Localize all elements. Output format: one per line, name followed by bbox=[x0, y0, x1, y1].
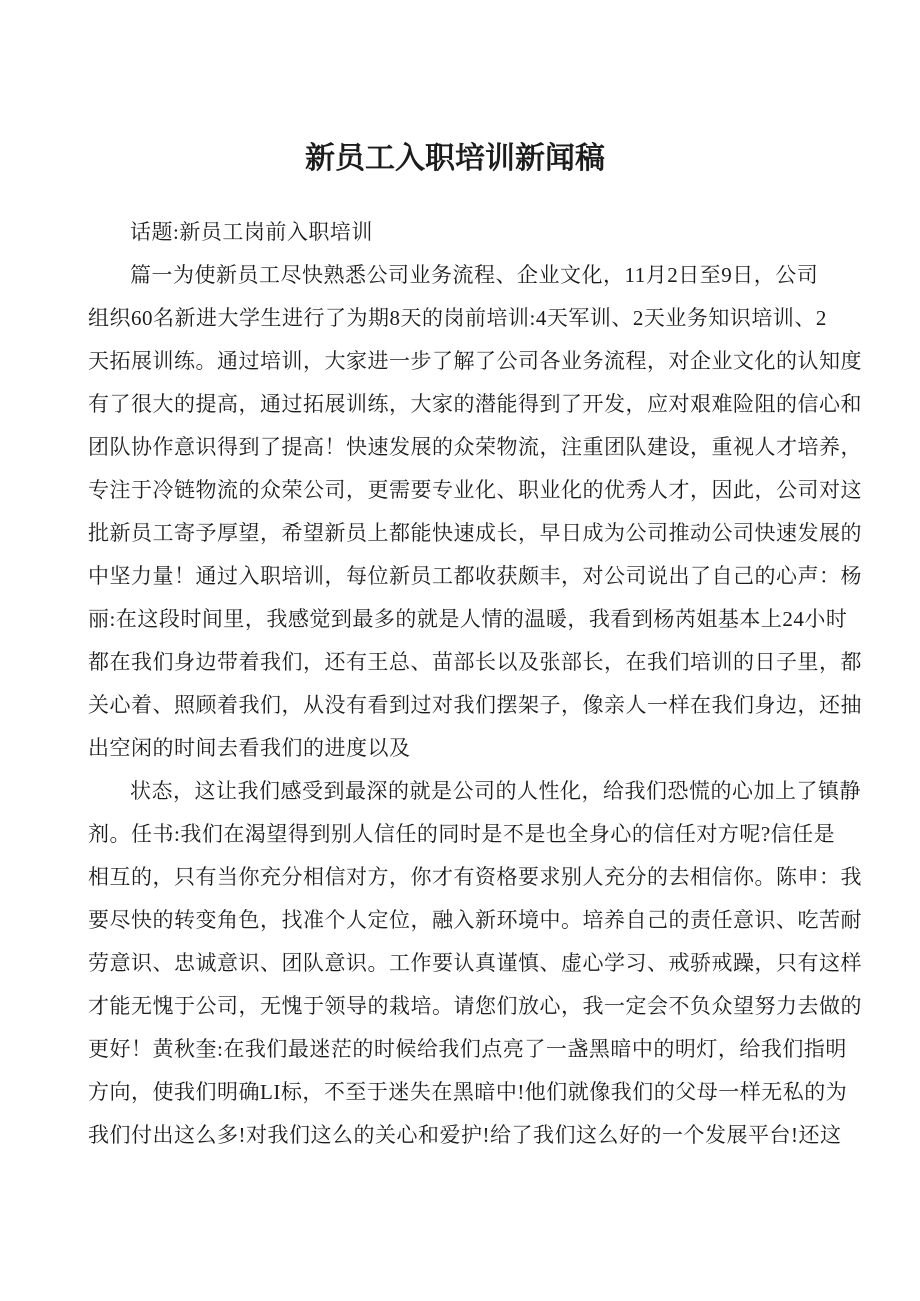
text-line: 我们付出这么多!对我们这么的关心和爱护!给了我们这么好的一个发展平台!还这 bbox=[88, 1123, 842, 1147]
text-line: 丽:在这段时间里，我感觉到最多的就是人情的温暖，我看到杨芮姐基本上24小时 bbox=[88, 607, 848, 631]
text-line: 剂。任书:我们在渴望得到别人信任的同时是不是也全身心的信任对方呢?信任是 bbox=[88, 822, 836, 846]
text-line: 话题:新员工岗前入职培训 bbox=[130, 220, 373, 244]
page-title: 新员工入职培训新闻稿 bbox=[305, 142, 605, 175]
text-line: 都在我们身边带着我们，还有王总、苗部长以及张部长，在我们培训的日子里，都 bbox=[88, 650, 862, 674]
document-body bbox=[88, 211, 862, 1157]
text-line: 相互的，只有当你充分相信对方，你才有资格要求别人充分的去相信你。陈申：我 bbox=[88, 865, 862, 889]
text-line: 团队协作意识得到了提高！快速发展的众荣物流，注重团队建设，重视人才培养， bbox=[88, 435, 862, 459]
text-line: 关心着、照顾着我们，从没有看到过对我们摆架子，像亲人一样在我们身边，还抽 bbox=[88, 693, 862, 717]
text-line: 篇一为使新员工尽快熟悉公司业务流程、企业文化，11月2日至9日，公司 bbox=[130, 263, 819, 287]
text-line: 要尽快的转变角色，找准个人定位，融入新环境中。培养自己的责任意识、吃苦耐 bbox=[88, 908, 862, 932]
text-line: 批新员工寄予厚望，希望新员上都能快速成长，早日成为公司推动公司快速发展的 bbox=[88, 521, 862, 545]
text-line: 中坚力量！通过入职培训，每位新员工都收获颇丰，对公司说出了自己的心声：杨 bbox=[88, 564, 862, 588]
text-line: 方向，使我们明确LI标，不至于迷失在黑暗中!他们就像我们的父母一样无私的为 bbox=[88, 1080, 848, 1104]
text-line: 劳意识、忠诚意识、团队意识。工作要认真谨慎、虚心学习、戒骄戒躁，只有这样 bbox=[88, 951, 862, 975]
text-line: 有了很大的提高，通过拓展训练，大家的潜能得到了开发，应对艰难险阻的信心和 bbox=[88, 392, 862, 416]
text-line: 状态，这让我们感受到最深的就是公司的人性化，给我们恐慌的心加上了镇静 bbox=[130, 779, 861, 803]
text-line: 才能无愧于公司，无愧于领导的栽培。请您们放心，我一定会不负众望努力去做的 bbox=[88, 994, 862, 1018]
text-line: 更好！黄秋奎:在我们最迷茫的时候给我们点亮了一盏黑暗中的明灯，给我们指明 bbox=[88, 1037, 847, 1061]
text-line: 天拓展训练。通过培训，大家进一步了解了公司各业务流程，对企业文化的认知度 bbox=[88, 349, 862, 373]
text-line: 专注于冷链物流的众荣公司，更需要专业化、职业化的优秀人才，因此，公司对这 bbox=[88, 478, 862, 502]
text-line: 组织60名新进大学生进行了为期8天的岗前培训:4天军训、2天业务知识培训、2 bbox=[88, 306, 827, 330]
text-line: 出空闲的时间去看我们的进度以及 bbox=[88, 736, 411, 760]
